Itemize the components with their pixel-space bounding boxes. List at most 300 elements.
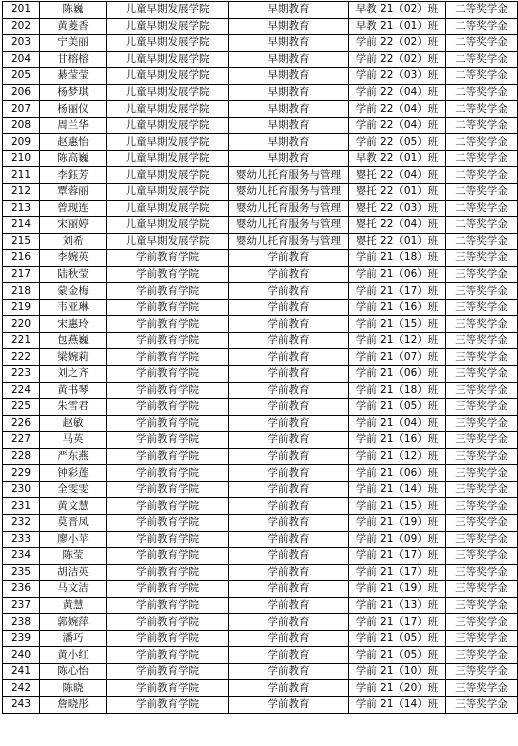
major-name: 学前教育 — [229, 283, 349, 300]
award-level: 三等奖学金 — [446, 481, 518, 498]
college-name: 学前教育学院 — [107, 564, 229, 581]
class-name: 学前 21（18）班 — [349, 250, 446, 267]
student-name: 赵敏 — [40, 415, 107, 432]
table-row — [3, 614, 518, 631]
row-number: 210 — [3, 150, 40, 167]
class-name: 学前 21（19）班 — [349, 581, 446, 598]
college-name: 学前教育学院 — [107, 415, 229, 432]
major-name: 学前教育 — [229, 564, 349, 581]
table-row — [3, 432, 518, 449]
student-name: 黄文慧 — [40, 498, 107, 515]
major-name: 学前教育 — [229, 382, 349, 399]
row-number: 234 — [3, 548, 40, 565]
row-number: 231 — [3, 498, 40, 515]
scholarship-list — [2, 1, 518, 714]
student-name: 马文洁 — [40, 581, 107, 598]
award-level: 二等奖学金 — [446, 2, 518, 19]
college-name: 儿童早期发展学院 — [107, 200, 229, 217]
major-name: 学前教育 — [229, 432, 349, 449]
major-name: 学前教育 — [229, 696, 349, 713]
college-name: 儿童早期发展学院 — [107, 233, 229, 250]
college-name: 学前教育学院 — [107, 614, 229, 631]
major-name: 学前教育 — [229, 630, 349, 647]
student-name: 宋丽婷 — [40, 217, 107, 234]
student-name: 郭婉萍 — [40, 614, 107, 631]
row-number: 217 — [3, 266, 40, 283]
class-name: 学前 21（18）班 — [349, 382, 446, 399]
college-name: 儿童早期发展学院 — [107, 101, 229, 118]
class-name: 学前 21（12）班 — [349, 332, 446, 349]
table-row — [3, 316, 518, 333]
row-number: 226 — [3, 415, 40, 432]
award-level: 三等奖学金 — [446, 266, 518, 283]
student-name: 陈心怡 — [40, 663, 107, 680]
table-row — [3, 266, 518, 283]
major-name: 学前教育 — [229, 680, 349, 697]
award-level: 二等奖学金 — [446, 134, 518, 151]
award-level: 二等奖学金 — [446, 117, 518, 134]
major-name: 早期教育 — [229, 134, 349, 151]
major-name: 早期教育 — [229, 150, 349, 167]
row-number: 223 — [3, 366, 40, 383]
student-name: 严东燕 — [40, 448, 107, 465]
table-row — [3, 332, 518, 349]
class-name: 学前 21（12）班 — [349, 448, 446, 465]
college-name: 学前教育学院 — [107, 250, 229, 267]
student-name: 潘巧 — [40, 630, 107, 647]
row-number: 229 — [3, 465, 40, 482]
college-name: 学前教育学院 — [107, 349, 229, 366]
row-number: 212 — [3, 184, 40, 201]
award-level: 二等奖学金 — [446, 167, 518, 184]
table-row — [3, 84, 518, 101]
award-level: 二等奖学金 — [446, 233, 518, 250]
class-name: 学前 21（16）班 — [349, 299, 446, 316]
class-name: 学前 21（20）班 — [349, 680, 446, 697]
student-name: 黄菱香 — [40, 18, 107, 35]
row-number: 225 — [3, 399, 40, 416]
college-name: 学前教育学院 — [107, 581, 229, 598]
student-name: 包燕巍 — [40, 332, 107, 349]
award-level: 三等奖学金 — [446, 614, 518, 631]
row-number: 241 — [3, 663, 40, 680]
award-level: 三等奖学金 — [446, 680, 518, 697]
major-name: 婴幼儿托育服务与管理 — [229, 184, 349, 201]
table-row — [3, 581, 518, 598]
major-name: 早期教育 — [229, 18, 349, 35]
class-name: 婴托 22（04）班 — [349, 167, 446, 184]
table-row — [3, 101, 518, 118]
award-level: 三等奖学金 — [446, 630, 518, 647]
award-level: 三等奖学金 — [446, 465, 518, 482]
row-number: 211 — [3, 167, 40, 184]
college-name: 儿童早期发展学院 — [107, 35, 229, 52]
college-name: 儿童早期发展学院 — [107, 184, 229, 201]
class-name: 学前 21（17）班 — [349, 564, 446, 581]
student-name: 陈晓 — [40, 680, 107, 697]
award-level: 二等奖学金 — [446, 84, 518, 101]
table-row — [3, 134, 518, 151]
college-name: 学前教育学院 — [107, 448, 229, 465]
student-name: 全雯雯 — [40, 481, 107, 498]
college-name: 学前教育学院 — [107, 465, 229, 482]
student-name: 陈巍 — [40, 2, 107, 19]
class-name: 学前 21（06）班 — [349, 266, 446, 283]
college-name: 儿童早期发展学院 — [107, 51, 229, 68]
class-name: 学前 21（09）班 — [349, 531, 446, 548]
student-name: 赵惠怡 — [40, 134, 107, 151]
row-number: 238 — [3, 614, 40, 631]
award-level: 三等奖学金 — [446, 299, 518, 316]
major-name: 早期教育 — [229, 117, 349, 134]
table-row — [3, 250, 518, 267]
row-number: 215 — [3, 233, 40, 250]
student-name: 陈莹 — [40, 548, 107, 565]
major-name: 学前教育 — [229, 581, 349, 598]
table-row — [3, 597, 518, 614]
student-name: 刘之齐 — [40, 366, 107, 383]
college-name: 学前教育学院 — [107, 266, 229, 283]
class-name: 学前 22（05）班 — [349, 134, 446, 151]
major-name: 学前教育 — [229, 415, 349, 432]
award-level: 三等奖学金 — [446, 349, 518, 366]
row-number: 239 — [3, 630, 40, 647]
table-row — [3, 696, 518, 713]
college-name: 儿童早期发展学院 — [107, 18, 229, 35]
table-row — [3, 663, 518, 680]
major-name: 学前教育 — [229, 514, 349, 531]
award-level: 三等奖学金 — [446, 581, 518, 598]
table-row — [3, 35, 518, 52]
award-level: 三等奖学金 — [446, 366, 518, 383]
major-name: 学前教育 — [229, 548, 349, 565]
row-number: 240 — [3, 647, 40, 664]
table-row — [3, 630, 518, 647]
class-name: 学前 21（15）班 — [349, 498, 446, 515]
table-row — [3, 514, 518, 531]
college-name: 学前教育学院 — [107, 399, 229, 416]
row-number: 216 — [3, 250, 40, 267]
row-number: 233 — [3, 531, 40, 548]
class-name: 学前 21（17）班 — [349, 614, 446, 631]
student-name: 綦莹莹 — [40, 68, 107, 85]
college-name: 学前教育学院 — [107, 630, 229, 647]
major-name: 早期教育 — [229, 35, 349, 52]
major-name: 学前教育 — [229, 498, 349, 515]
student-name: 刘希 — [40, 233, 107, 250]
class-name: 学前 21（06）班 — [349, 366, 446, 383]
student-name: 黄书琴 — [40, 382, 107, 399]
table-row — [3, 531, 518, 548]
college-name: 学前教育学院 — [107, 382, 229, 399]
class-name: 学前 22（04）班 — [349, 84, 446, 101]
award-level: 三等奖学金 — [446, 316, 518, 333]
row-number: 206 — [3, 84, 40, 101]
row-number: 232 — [3, 514, 40, 531]
row-number: 218 — [3, 283, 40, 300]
student-name: 李婉英 — [40, 250, 107, 267]
class-name: 学前 21（05）班 — [349, 630, 446, 647]
row-number: 230 — [3, 481, 40, 498]
major-name: 早期教育 — [229, 84, 349, 101]
scholarship-table — [2, 1, 518, 714]
award-level: 二等奖学金 — [446, 101, 518, 118]
award-level: 三等奖学金 — [446, 597, 518, 614]
college-name: 学前教育学院 — [107, 366, 229, 383]
table-row — [3, 481, 518, 498]
class-name: 婴托 22（01）班 — [349, 184, 446, 201]
college-name: 学前教育学院 — [107, 316, 229, 333]
student-name: 胡洁英 — [40, 564, 107, 581]
class-name: 学前 21（17）班 — [349, 283, 446, 300]
student-name: 曾现连 — [40, 200, 107, 217]
row-number: 222 — [3, 349, 40, 366]
college-name: 儿童早期发展学院 — [107, 68, 229, 85]
table-row — [3, 2, 518, 19]
major-name: 学前教育 — [229, 316, 349, 333]
major-name: 学前教育 — [229, 663, 349, 680]
table-row — [3, 647, 518, 664]
major-name: 学前教育 — [229, 266, 349, 283]
college-name: 学前教育学院 — [107, 680, 229, 697]
student-name: 黄小红 — [40, 647, 107, 664]
college-name: 儿童早期发展学院 — [107, 2, 229, 19]
class-name: 学前 21（10）班 — [349, 663, 446, 680]
row-number: 235 — [3, 564, 40, 581]
college-name: 学前教育学院 — [107, 548, 229, 565]
table-row — [3, 68, 518, 85]
row-number: 219 — [3, 299, 40, 316]
class-name: 早教 21（01）班 — [349, 18, 446, 35]
row-number: 207 — [3, 101, 40, 118]
class-name: 学前 21（05）班 — [349, 647, 446, 664]
college-name: 儿童早期发展学院 — [107, 150, 229, 167]
class-name: 婴托 22（01）班 — [349, 233, 446, 250]
award-level: 二等奖学金 — [446, 150, 518, 167]
award-level: 三等奖学金 — [446, 498, 518, 515]
award-level: 二等奖学金 — [446, 35, 518, 52]
class-name: 学前 21（19）班 — [349, 514, 446, 531]
college-name: 学前教育学院 — [107, 531, 229, 548]
class-name: 学前 21（16）班 — [349, 432, 446, 449]
major-name: 学前教育 — [229, 399, 349, 416]
student-name: 詹晓彤 — [40, 696, 107, 713]
college-name: 儿童早期发展学院 — [107, 134, 229, 151]
award-level: 三等奖学金 — [446, 432, 518, 449]
major-name: 学前教育 — [229, 299, 349, 316]
table-row — [3, 167, 518, 184]
award-level: 三等奖学金 — [446, 564, 518, 581]
row-number: 221 — [3, 332, 40, 349]
table-row — [3, 548, 518, 565]
row-number: 220 — [3, 316, 40, 333]
major-name: 学前教育 — [229, 250, 349, 267]
student-name: 覃蓉丽 — [40, 184, 107, 201]
award-level: 三等奖学金 — [446, 415, 518, 432]
award-level: 三等奖学金 — [446, 382, 518, 399]
college-name: 学前教育学院 — [107, 283, 229, 300]
table-row — [3, 382, 518, 399]
major-name: 早期教育 — [229, 51, 349, 68]
award-level: 三等奖学金 — [446, 548, 518, 565]
student-name: 韦亚琳 — [40, 299, 107, 316]
class-name: 学前 22（02）班 — [349, 35, 446, 52]
class-name: 学前 21（13）班 — [349, 597, 446, 614]
student-name: 周兰华 — [40, 117, 107, 134]
college-name: 儿童早期发展学院 — [107, 84, 229, 101]
class-name: 婴托 22（03）班 — [349, 200, 446, 217]
student-name: 甘榕榕 — [40, 51, 107, 68]
row-number: 209 — [3, 134, 40, 151]
class-name: 学前 21（17）班 — [349, 548, 446, 565]
award-level: 三等奖学金 — [446, 696, 518, 713]
class-name: 早教 22（01）班 — [349, 150, 446, 167]
college-name: 儿童早期发展学院 — [107, 167, 229, 184]
student-name: 黄慧 — [40, 597, 107, 614]
college-name: 学前教育学院 — [107, 597, 229, 614]
table-row — [3, 117, 518, 134]
row-number: 227 — [3, 432, 40, 449]
row-number: 243 — [3, 696, 40, 713]
major-name: 学前教育 — [229, 448, 349, 465]
row-number: 213 — [3, 200, 40, 217]
class-name: 婴托 22（04）班 — [349, 217, 446, 234]
major-name: 早期教育 — [229, 101, 349, 118]
student-name: 宋惠玲 — [40, 316, 107, 333]
award-level: 二等奖学金 — [446, 217, 518, 234]
college-name: 学前教育学院 — [107, 514, 229, 531]
row-number: 202 — [3, 18, 40, 35]
award-level: 二等奖学金 — [446, 51, 518, 68]
major-name: 学前教育 — [229, 531, 349, 548]
award-level: 二等奖学金 — [446, 200, 518, 217]
student-name: 钟彩莲 — [40, 465, 107, 482]
major-name: 早期教育 — [229, 68, 349, 85]
major-name: 学前教育 — [229, 597, 349, 614]
student-name: 李鈺芳 — [40, 167, 107, 184]
class-name: 学前 21（14）班 — [349, 481, 446, 498]
award-level: 三等奖学金 — [446, 332, 518, 349]
table-body — [3, 2, 518, 714]
table-row — [3, 299, 518, 316]
row-number: 236 — [3, 581, 40, 598]
major-name: 学前教育 — [229, 614, 349, 631]
row-number: 214 — [3, 217, 40, 234]
class-name: 早教 21（02）班 — [349, 2, 446, 19]
award-level: 二等奖学金 — [446, 184, 518, 201]
college-name: 学前教育学院 — [107, 432, 229, 449]
major-name: 学前教育 — [229, 332, 349, 349]
major-name: 婴幼儿托育服务与管理 — [229, 233, 349, 250]
award-level: 二等奖学金 — [446, 18, 518, 35]
class-name: 学前 21（04）班 — [349, 415, 446, 432]
class-name: 学前 21（05）班 — [349, 399, 446, 416]
table-row — [3, 283, 518, 300]
class-name: 学前 22（04）班 — [349, 101, 446, 118]
table-row — [3, 498, 518, 515]
major-name: 婴幼儿托育服务与管理 — [229, 200, 349, 217]
student-name: 莫晋凤 — [40, 514, 107, 531]
college-name: 儿童早期发展学院 — [107, 217, 229, 234]
table-row — [3, 233, 518, 250]
major-name: 学前教育 — [229, 366, 349, 383]
class-name: 学前 21（15）班 — [349, 316, 446, 333]
row-number: 228 — [3, 448, 40, 465]
award-level: 三等奖学金 — [446, 283, 518, 300]
table-row — [3, 366, 518, 383]
college-name: 学前教育学院 — [107, 696, 229, 713]
award-level: 三等奖学金 — [446, 531, 518, 548]
award-level: 三等奖学金 — [446, 250, 518, 267]
table-row — [3, 415, 518, 432]
major-name: 学前教育 — [229, 465, 349, 482]
student-name: 陆秋莹 — [40, 266, 107, 283]
college-name: 学前教育学院 — [107, 498, 229, 515]
college-name: 学前教育学院 — [107, 647, 229, 664]
student-name: 马英 — [40, 432, 107, 449]
award-level: 三等奖学金 — [446, 399, 518, 416]
table-row — [3, 448, 518, 465]
major-name: 婴幼儿托育服务与管理 — [229, 217, 349, 234]
table-row — [3, 184, 518, 201]
student-name: 梁婉莉 — [40, 349, 107, 366]
student-name: 杨丽仪 — [40, 101, 107, 118]
row-number: 224 — [3, 382, 40, 399]
award-level: 三等奖学金 — [446, 448, 518, 465]
college-name: 学前教育学院 — [107, 332, 229, 349]
class-name: 学前 22（03）班 — [349, 68, 446, 85]
award-level: 三等奖学金 — [446, 647, 518, 664]
row-number: 201 — [3, 2, 40, 19]
major-name: 学前教育 — [229, 647, 349, 664]
student-name: 陈高巍 — [40, 150, 107, 167]
table-row — [3, 51, 518, 68]
row-number: 203 — [3, 35, 40, 52]
student-name: 蒙金梅 — [40, 283, 107, 300]
class-name: 学前 21（07）班 — [349, 349, 446, 366]
student-name: 廖小苹 — [40, 531, 107, 548]
class-name: 学前 21（06）班 — [349, 465, 446, 482]
class-name: 学前 22（02）班 — [349, 51, 446, 68]
major-name: 早期教育 — [229, 2, 349, 19]
class-name: 学前 21（14）班 — [349, 696, 446, 713]
row-number: 208 — [3, 117, 40, 134]
award-level: 三等奖学金 — [446, 514, 518, 531]
college-name: 儿童早期发展学院 — [107, 117, 229, 134]
table-row — [3, 18, 518, 35]
college-name: 学前教育学院 — [107, 299, 229, 316]
college-name: 学前教育学院 — [107, 481, 229, 498]
table-row — [3, 200, 518, 217]
table-row — [3, 465, 518, 482]
table-row — [3, 150, 518, 167]
award-level: 三等奖学金 — [446, 663, 518, 680]
major-name: 学前教育 — [229, 481, 349, 498]
table-row — [3, 349, 518, 366]
row-number: 204 — [3, 51, 40, 68]
student-name: 宁美丽 — [40, 35, 107, 52]
row-number: 205 — [3, 68, 40, 85]
award-level: 二等奖学金 — [446, 68, 518, 85]
table-row — [3, 680, 518, 697]
class-name: 学前 22（04）班 — [349, 117, 446, 134]
college-name: 学前教育学院 — [107, 663, 229, 680]
student-name: 朱雪君 — [40, 399, 107, 416]
major-name: 学前教育 — [229, 349, 349, 366]
major-name: 婴幼儿托育服务与管理 — [229, 167, 349, 184]
table-row — [3, 564, 518, 581]
row-number: 237 — [3, 597, 40, 614]
